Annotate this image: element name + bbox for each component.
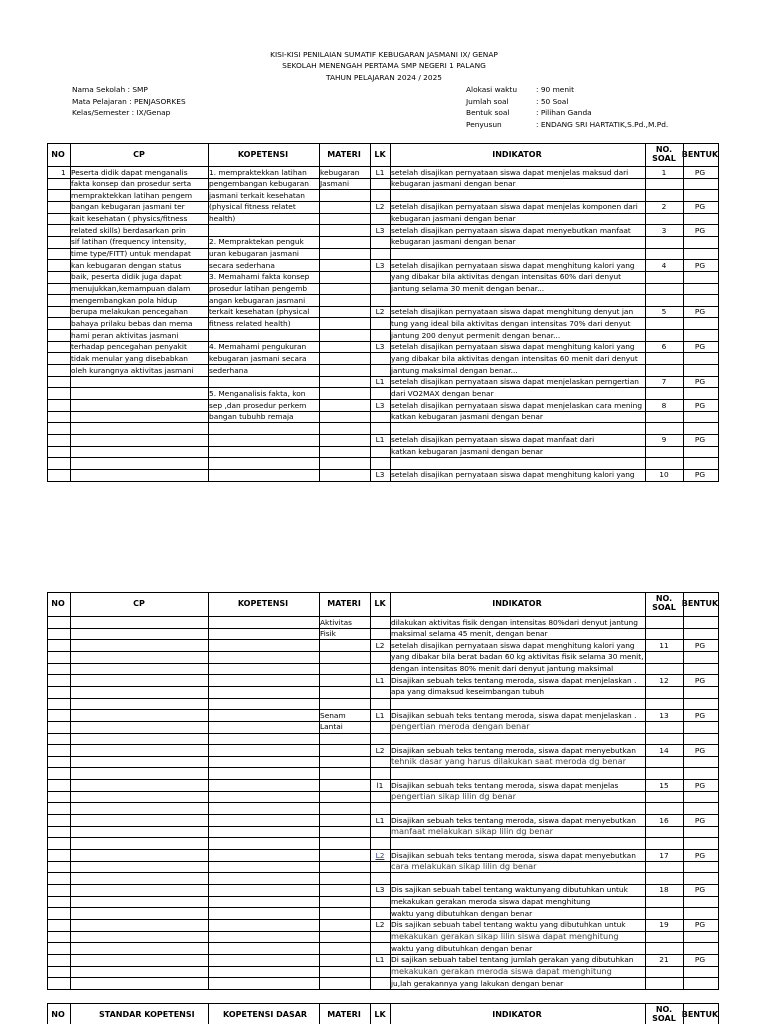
- t1-indikator: tung yang ideal bila aktivitas dengan intensitas 70% dari denyut: [391, 318, 631, 328]
- t3-header-indikator: INDIKATOR: [492, 1010, 542, 1019]
- t2-indikator: setelah disajikan pernyataan siswa dapat menghitung kalori yang: [391, 640, 635, 650]
- t2-soal-number: 19: [659, 920, 669, 930]
- t1-cp-text: terhadap pencegahan penyakit: [71, 342, 187, 352]
- t1-cp-text: berupa melakukan pencegahan: [71, 307, 188, 317]
- t1-indikator: setelah disajikan pernyataan siswa dapat menghitung kalori yang: [391, 342, 635, 352]
- t2-soal-number: 17: [659, 850, 669, 860]
- info-value-time: : 90 menit: [536, 85, 574, 94]
- t1-lk: L3: [375, 342, 385, 352]
- t3-header-cp: STANDAR KOPETENSI: [99, 1010, 195, 1019]
- t2-indikator: pengertian meroda dengan benar: [391, 721, 530, 732]
- info-school: Nama Sekolah : SMP: [72, 85, 148, 94]
- t1-cp-text: oleh kurangnya aktivitas jasmani: [71, 365, 194, 375]
- t1-indikator: jantung maksimal dengan benar...: [391, 365, 518, 375]
- t2-indikator: Disajikan sebuah teks tentang meroda, siswa dapat menyebutkan: [391, 745, 636, 755]
- info-class: Kelas/Semester : IX/Genap: [72, 108, 171, 117]
- t1-row-line: [47, 422, 719, 423]
- t2-header-lk: LK: [374, 599, 386, 608]
- t2-soal-number: 13: [659, 710, 669, 720]
- t2-indikator: apa yang dimaksud keseimbangan tubuh: [391, 687, 545, 697]
- t2-indikator: pengertian sikap lilin dg benar: [391, 791, 516, 802]
- t1-bentuk: PG: [694, 202, 706, 212]
- t1-kompetensi-text: sep ,dan prosedur perkem: [209, 400, 307, 410]
- t2-bentuk: PG: [694, 710, 706, 720]
- t2-header-bentuk: BENTUK: [681, 599, 719, 608]
- t2-row-line: [47, 826, 719, 827]
- t2-bentuk: PG: [694, 885, 706, 895]
- t2-lk: L1: [375, 955, 385, 965]
- t1-cp-text: mengembangkan pola hidup: [71, 295, 178, 305]
- t2-indikator: cara melakukan sikap lilin dg benar: [391, 861, 537, 872]
- t1-indikator: dari VO2MAX dengan benar: [391, 388, 494, 398]
- t1-bentuk: PG: [694, 225, 706, 235]
- document-title: KISI-KISI PENILAIAN SUMATIF KEBUGARAN JASMANI IX/ GENAP: [270, 50, 498, 59]
- t1-cp-text: sif latihan (frequency intensity,: [71, 237, 187, 247]
- t2-materi-text: Fisik: [320, 629, 336, 639]
- info-value-type: : Pilihan Ganda: [536, 108, 592, 117]
- t2-header-indikator: INDIKATOR: [492, 599, 542, 608]
- t2-soal-number: 15: [659, 780, 669, 790]
- t1-soal-number: 9: [661, 435, 667, 445]
- t2-indikator: waktu yang dibutuhkan dengan benar: [391, 908, 533, 918]
- t1-cp-text: hami peran aktivitas jasmani: [71, 330, 179, 340]
- t2-indikator: Dis sajikan sebuah tabel tentang waktu yang dibutuhkan untuk: [391, 920, 626, 930]
- t1-cp-text: menujukkan,kemampuan dalam: [71, 284, 191, 293]
- t2-materi-text: Senam: [320, 710, 346, 720]
- t1-bentuk: PG: [694, 260, 706, 270]
- t2-row-line: [47, 896, 719, 897]
- t3-top-border: [47, 1003, 719, 1004]
- t2-indikator: ju,lah gerakannya yang lakukan dengan benar: [391, 978, 564, 988]
- t2-row-line: [47, 872, 719, 873]
- t2-header-kompetensi: KOPETENSI: [237, 599, 289, 608]
- t1-lk: L3: [375, 470, 385, 480]
- t2-lk: L2: [375, 640, 385, 650]
- t1-kompetensi-text: 4. Memahami pengukuran: [209, 342, 307, 352]
- t2-indikator: Disajikan sebuah teks tentang meroda, siswa dapat menjelaskan .: [391, 710, 637, 720]
- t2-header-materi: MATERI: [327, 599, 361, 608]
- t2-bentuk: PG: [694, 780, 706, 790]
- t2-lk: L2: [375, 920, 385, 930]
- t2-indikator: mekakukan gerakan sikap lilin siswa dapat menghitung: [391, 931, 619, 942]
- t1-kompetensi-text: 5. Menganalisis fakta, kon: [209, 388, 306, 398]
- t2-row-line: [47, 989, 719, 990]
- t2-row-line: [47, 663, 719, 664]
- t1-row-line: [47, 457, 719, 458]
- t2-lk: L3: [375, 885, 385, 895]
- t1-indikator: setelah disajikan pernyataan siswa dapat menjelas komponen dari: [391, 202, 638, 212]
- t1-header-no-soal: NO.: [655, 145, 673, 154]
- t3-header-kompetensi: KOPETENSI DASAR: [223, 1010, 308, 1019]
- t2-top-border: [47, 592, 719, 593]
- t1-kompetensi-text: uran kebugaran jasmani: [209, 249, 299, 259]
- t3-col-line: [208, 1003, 209, 1024]
- t2-lk: L1: [375, 710, 385, 720]
- t1-lk: L2: [375, 307, 385, 317]
- t1-lk: L3: [375, 260, 385, 270]
- t3-header-bentuk: BENTUK: [681, 1010, 719, 1019]
- t2-row-line: [47, 721, 719, 722]
- t1-indikator: setelah disajikan pernyataan siswa dapat menjelas maksud dari: [391, 167, 629, 177]
- t1-row-line: [47, 446, 719, 447]
- t3-header-no: NO: [51, 1010, 65, 1019]
- t1-cp-text: baik, peserta didik juga dapat: [71, 272, 182, 282]
- t3-header-materi: MATERI: [327, 1010, 361, 1019]
- t2-indikator: manfaat melakukan sikap lilin dg benar: [391, 826, 553, 837]
- info-value-author: : ENDANG SRI HARTATIK,S.Pd.,M.Pd.: [536, 120, 669, 129]
- info-label-type: Bentuk soal: [466, 108, 510, 117]
- t1-indikator: setelah disajikan pernyataan siswa dapat manfaat dari: [391, 435, 595, 445]
- t1-number: 1: [61, 167, 66, 177]
- t1-kompetensi-text: pengembangan kebugaran: [209, 179, 309, 189]
- t2-materi-text: Aktivitas: [320, 617, 352, 627]
- t1-indikator: setelah disajikan pernyataan siswa dapat menjelaskan perngertian: [391, 377, 639, 387]
- t2-row-line: [47, 907, 719, 908]
- t1-kompetensi-text: prosedur latihan pengemb: [209, 284, 308, 293]
- t2-indikator: Di sajikan sebuah tabel tentang jumlah gerakan yang dibutuhkan: [391, 955, 634, 965]
- t1-col-line: [47, 143, 48, 481]
- t1-kompetensi-text: health): [209, 214, 236, 224]
- t1-indikator: setelah disajikan pernyataan siswa dapat menyebutkan manfaat: [391, 225, 631, 235]
- t2-indikator: Disajikan sebuah teks tentang meroda, siswa dapat menjelaskan .: [391, 675, 637, 685]
- t1-cp-text: related skills) berdasarkan prin: [71, 225, 186, 235]
- t1-indikator: setelah disajikan pernyataan siswa dapat menghitung kalori yang: [391, 260, 635, 270]
- t2-bentuk: PG: [694, 920, 706, 930]
- t2-bentuk: PG: [694, 640, 706, 650]
- t2-materi-text: Lantai: [320, 722, 343, 732]
- t1-cp-text: bahaya prilaku bebas dan mema: [71, 318, 193, 328]
- t2-bentuk: PG: [694, 955, 706, 965]
- t1-soal-number: 1: [661, 167, 667, 177]
- t2-indikator: Disajikan sebuah teks tentang meroda, siswa dapat menyebutkan: [391, 815, 636, 825]
- t1-kompetensi-text: (physical fitness relatet: [209, 202, 296, 212]
- t1-soal-number: 8: [661, 400, 667, 410]
- t1-soal-number: 3: [661, 225, 667, 235]
- t2-soal-number: 14: [659, 745, 669, 755]
- t1-indikator: katkan kebugaran jasmani dengan benar: [391, 447, 543, 457]
- t1-row-line: [47, 411, 719, 412]
- t1-cp-text: kan kebugaran dengan status: [71, 260, 182, 270]
- t1-indikator: kebugaran jasmani dengan benar: [391, 237, 516, 247]
- t1-indikator: jantung selama 30 menit dengan benar...: [391, 284, 545, 293]
- t2-row-line: [47, 861, 719, 862]
- t3-header-soal: SOAL: [652, 1014, 676, 1023]
- t1-cp-text: mempraktekkan latihan pengem: [71, 190, 193, 200]
- t2-bentuk: PG: [694, 675, 706, 685]
- t1-lk: L3: [375, 400, 385, 410]
- t2-row-line: [47, 767, 719, 768]
- t2-row-line: [47, 733, 719, 734]
- t1-row-line: [47, 387, 719, 388]
- t2-row-line: [47, 628, 719, 629]
- t1-indikator: yang dibakar bila aktivitas dengan intensitas 60% dari denyut: [391, 272, 622, 282]
- t3-header-lk: LK: [374, 1010, 386, 1019]
- t2-row-line: [47, 966, 719, 967]
- t2-lk: L1: [375, 675, 385, 685]
- t1-indikator: kebugaran jasmani dengan benar: [391, 179, 516, 189]
- t1-soal-number: 7: [661, 377, 667, 387]
- t1-header-materi: MATERI: [327, 149, 361, 159]
- t2-lk: L2: [375, 745, 385, 755]
- t1-lk: L1: [375, 377, 385, 387]
- t1-cp-text: tidak menular yang disebabkan: [71, 353, 188, 363]
- t1-header-soal: SOAL: [652, 154, 676, 163]
- t1-bentuk: PG: [694, 435, 706, 445]
- t1-soal-number: 10: [659, 470, 669, 480]
- t1-kompetensi-text: 2. Mempraktekan penguk: [209, 237, 304, 247]
- t1-kompetensi-text: fitness related health): [209, 318, 291, 328]
- t1-indikator: yang dibakar bila aktivitas dengan intensitas 60 menit dari denyut: [391, 353, 638, 363]
- t2-soal-number: 16: [659, 815, 669, 825]
- t2-lk: l1: [376, 780, 384, 790]
- t1-kompetensi-text: 1. mempraktekkan latihan: [209, 167, 307, 177]
- t1-indikator: kebugaran jasmani dengan benar: [391, 214, 516, 224]
- t1-top-border: [47, 143, 719, 144]
- t2-indikator: Disajikan sebuah teks tentang meroda, siswa dapat menyebutkan: [391, 850, 636, 860]
- t2-soal-number: 12: [659, 675, 669, 685]
- t1-cp-text: kait kesehatan ( physics/fitness: [71, 214, 188, 224]
- t2-indikator: mekakukan gerakan meroda siswa dapat menghitung: [391, 897, 591, 907]
- t1-soal-number: 4: [661, 260, 667, 270]
- t2-lk: L2: [375, 850, 385, 860]
- t1-kompetensi-text: bangan tubuhb remaja: [209, 412, 294, 422]
- t1-cp-text: Peserta didik dapat menganalis: [71, 167, 188, 177]
- t1-row-line: [47, 481, 719, 482]
- t2-indikator: waktu yang dibutuhkan dengan benar: [391, 943, 533, 953]
- t1-header-lk: LK: [374, 149, 386, 159]
- t2-indikator: yang dibakar bila berat badan 60 kg aktivitas fisik selama 30 menit,: [391, 652, 644, 662]
- t1-indikator: jantung 200 denyut permenit dengan benar...: [391, 330, 561, 340]
- t1-soal-number: 6: [661, 342, 667, 352]
- t2-indikator: maksimal selama 45 menit, dengan benar: [391, 629, 548, 639]
- t1-bentuk: PG: [694, 167, 706, 177]
- t1-cp-text: time type/FITT) untuk mendapat: [71, 249, 191, 259]
- t1-bentuk: PG: [694, 377, 706, 387]
- t1-kompetensi-text: secara sederhana: [209, 260, 275, 270]
- t1-indikator: setelah disajikan pernyataan siswa dapat menghitung kalori yang: [391, 470, 635, 480]
- t1-bentuk: PG: [694, 400, 706, 410]
- info-label-time: Alokasi waktu: [466, 85, 517, 94]
- t2-indikator: dengan intensitas 80% menit dari denyut jantung maksimal: [391, 664, 614, 674]
- t2-row-line: [47, 802, 719, 803]
- t1-indikator: katkan kebugaran jasmani dengan benar: [391, 412, 543, 422]
- t1-soal-number: 5: [661, 307, 667, 317]
- t2-soal-number: 18: [659, 885, 669, 895]
- t1-indikator: setelah disajikan pernyataan siswa dapat menjelaskan cara mening: [391, 400, 643, 410]
- t2-indikator: tehnik dasar yang harus dilakukan saat meroda dg benar: [391, 756, 626, 767]
- t1-soal-number: 2: [661, 202, 667, 212]
- t1-kompetensi-text: kebugaran jasmani secara: [209, 353, 307, 363]
- t2-soal-number: 11: [659, 640, 669, 650]
- t3-header-no-soal: NO.: [655, 1005, 673, 1014]
- t2-indikator: mekakukan gerakan meroda siswa dapat menghitung: [391, 966, 612, 976]
- t1-lk: L1: [375, 167, 385, 177]
- t1-header-kompetensi: KOPETENSI: [237, 149, 289, 159]
- t1-materi-text: Jasmani: [320, 179, 350, 189]
- t1-bentuk: PG: [694, 342, 706, 352]
- t2-indikator: Disajikan sebuah teks tentang meroda, siswa dapat menjelas: [391, 780, 619, 790]
- t2-indikator: dilakukan aktivitas fisik dengan intensitas 80%dari denyut jantung: [391, 617, 638, 627]
- t2-row-line: [47, 686, 719, 687]
- t1-header-indikator: INDIKATOR: [492, 149, 542, 159]
- t1-bentuk: PG: [694, 470, 706, 480]
- t1-lk: L3: [375, 225, 385, 235]
- t1-kompetensi-text: terkait kesehatan (physical: [209, 307, 310, 317]
- t1-header-bentuk: BENTUK: [681, 149, 719, 159]
- t1-cp-text: bangan kebugaran jasmani ter: [71, 202, 185, 212]
- t2-bentuk: PG: [694, 850, 706, 860]
- t2-bentuk: PG: [694, 815, 706, 825]
- t1-kompetensi-text: jasmani terkait kesehatan: [209, 190, 305, 200]
- t2-row-line: [47, 942, 719, 943]
- t2-header-no-soal: NO.: [655, 594, 673, 603]
- academic-year: TAHUN PELAJARAN 2024 / 2025: [326, 73, 442, 82]
- t1-kompetensi-text: angan kebugaran jasmani: [209, 295, 306, 305]
- info-value-count: : 50 Soal: [536, 97, 569, 106]
- t2-header-soal: SOAL: [652, 603, 676, 612]
- t1-col-line: [319, 143, 320, 481]
- info-subject: Mata Pelajaran : PENJASORKES: [72, 97, 186, 106]
- t1-kompetensi-text: 3. Memahami fakta konsep: [209, 272, 310, 282]
- t2-indikator: Dis sajikan sebuah tabel tentang waktunyang dibutuhkan untuk: [391, 885, 628, 895]
- t1-kompetensi-text: sederhana: [209, 365, 248, 375]
- t1-lk: L2: [375, 202, 385, 212]
- t2-header-cp: CP: [133, 599, 145, 608]
- t2-row-line: [47, 837, 719, 838]
- info-label-author: Penyusun: [466, 120, 502, 129]
- t2-lk: L1: [375, 815, 385, 825]
- t2-row-line: [47, 977, 719, 978]
- t2-row-line: [47, 698, 719, 699]
- t2-header-no: NO: [51, 599, 65, 608]
- t2-bentuk: PG: [694, 745, 706, 755]
- t1-lk: L1: [375, 435, 385, 445]
- t1-bentuk: PG: [694, 307, 706, 317]
- t1-header-no: NO: [51, 149, 65, 159]
- t1-cp-text: fakta konsep dan prosedur serta: [71, 179, 192, 189]
- school-name: SEKOLAH MENENGAH PERTAMA SMP NEGERI 1 PALANG: [282, 61, 486, 70]
- info-label-count: Jumlah soal: [466, 97, 509, 106]
- t2-soal-number: 21: [659, 955, 669, 965]
- t1-indikator: setelah disajikan pernyataan siswa dapat menghitung denyut jan: [391, 307, 634, 317]
- t2-row-line: [47, 791, 719, 792]
- t1-header-cp: CP: [133, 149, 145, 159]
- t1-materi-text: kebugaran: [320, 167, 360, 177]
